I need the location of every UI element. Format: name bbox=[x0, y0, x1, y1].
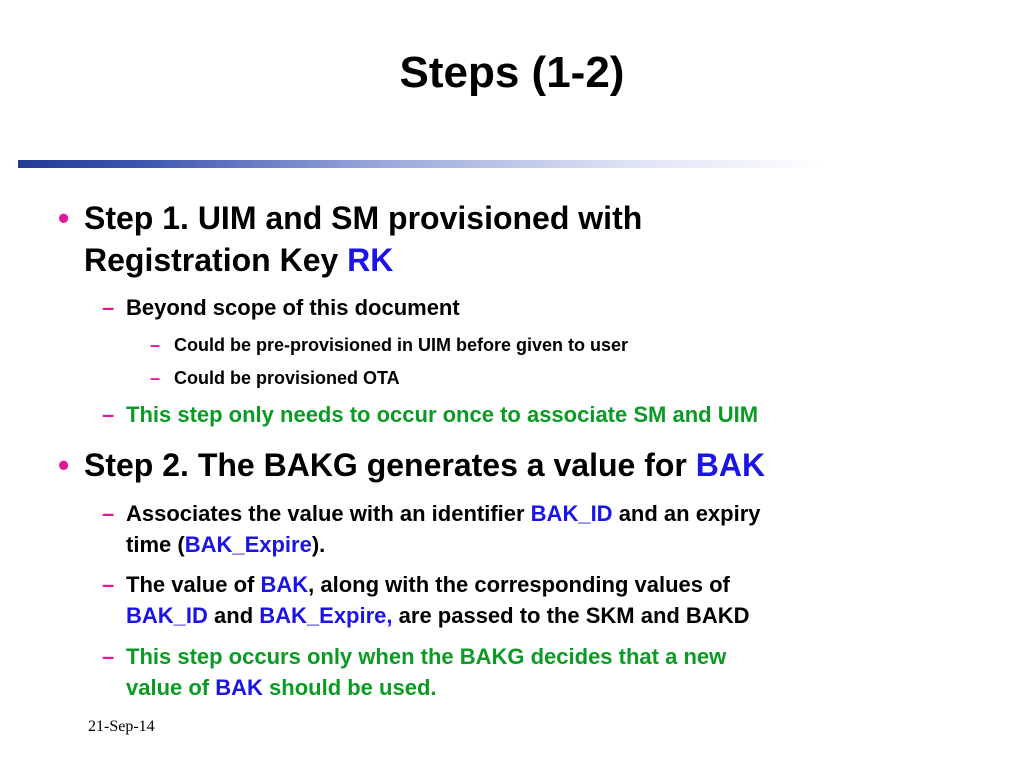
text-run: are passed to the SKM and BAKD bbox=[392, 603, 750, 628]
key-bak: BAK bbox=[260, 572, 309, 597]
dash-marker: – bbox=[102, 644, 115, 669]
text-run: and an expiry bbox=[612, 501, 761, 526]
bullet-dot: • bbox=[58, 200, 70, 236]
step2-key-bak: BAK bbox=[695, 447, 766, 483]
step1-heading bbox=[84, 197, 964, 281]
text-run: The value of bbox=[126, 572, 261, 597]
step1-sub2-text: This step only needs to occur once to associate SM and UIM bbox=[126, 402, 759, 427]
text-run: ). bbox=[311, 532, 326, 557]
dash-marker: – bbox=[102, 572, 115, 597]
text-run: , along with the corresponding values of bbox=[308, 572, 730, 597]
step2-sub2-text bbox=[126, 569, 966, 631]
step2-heading-text: Step 2. The BAKG generates a value for bbox=[84, 447, 696, 483]
step1-sub1-item-1-text: Could be pre-provisioned in UIM before given to user bbox=[174, 335, 629, 355]
bullet-dot: • bbox=[58, 447, 70, 483]
step1-sub1-text: Beyond scope of this document bbox=[126, 295, 460, 320]
key-bak: BAK bbox=[215, 675, 263, 700]
key-bak-id: BAK_ID bbox=[126, 603, 208, 628]
step2-sub1-text bbox=[126, 498, 966, 560]
step2-heading bbox=[84, 444, 964, 486]
text-run: value of bbox=[126, 675, 216, 700]
dash-marker: – bbox=[102, 501, 115, 526]
step1-heading-line1: Step 1. UIM and SM provisioned with bbox=[84, 200, 643, 236]
text-run: This step occurs only when the BAKG decides that a new bbox=[126, 644, 727, 669]
step1-heading-line2: Registration Key bbox=[84, 242, 348, 278]
key-bak-id: BAK_ID bbox=[530, 501, 613, 526]
slide-title: Steps (1-2) bbox=[399, 48, 625, 97]
title-divider-bar bbox=[18, 160, 828, 168]
dash-marker: – bbox=[150, 335, 161, 355]
text-run: should be used. bbox=[262, 675, 437, 700]
step1-sub1-item-2-text: Could be provisioned OTA bbox=[174, 368, 400, 388]
dash-marker: – bbox=[150, 368, 161, 388]
step2-sub3-text bbox=[126, 641, 966, 703]
text-run: time ( bbox=[126, 532, 185, 557]
key-bak-expire: BAK_Expire bbox=[184, 532, 312, 557]
text-run: and bbox=[207, 603, 260, 628]
slide-date: 21-Sep-14 bbox=[88, 718, 155, 735]
step1-key-rk: RK bbox=[347, 242, 394, 278]
key-bak-expire: BAK_Expire, bbox=[259, 603, 393, 628]
dash-marker: – bbox=[102, 295, 115, 320]
dash-marker: – bbox=[102, 402, 115, 427]
text-run: Associates the value with an identifier bbox=[126, 501, 531, 526]
